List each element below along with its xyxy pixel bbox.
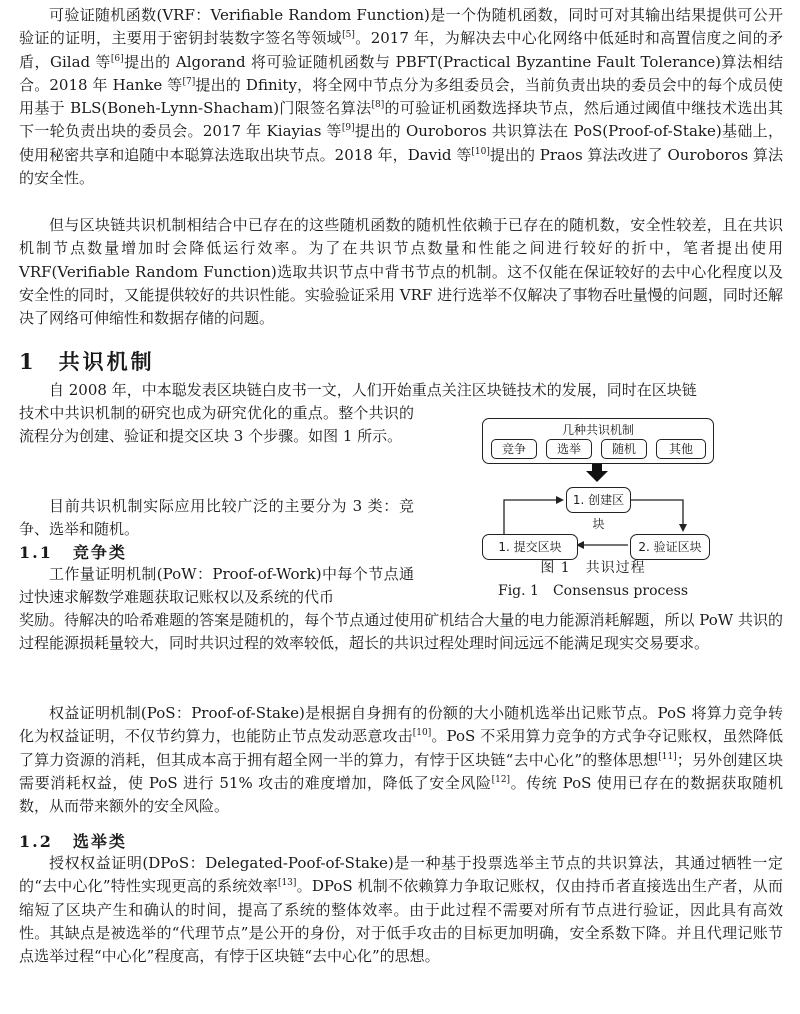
text-run: 。PoS 不采用算力竞争的方式争夺记账权，虽然降低了算力资源的消耗，但其成本高于拥有超全网一半的算力，有悖于区块链“去中心化”的整体思想 — [19, 727, 783, 769]
paragraph-pos — [19, 702, 783, 818]
subsection-heading-1-1 — [19, 540, 127, 563]
citation: [9] — [341, 123, 355, 134]
citation: [11] — [658, 751, 677, 762]
text-run: 权益证明机制(PoS：Proof-of-Stake)是根据自身拥有的份额的大小随机选举出记账节点。PoS 将算力竞争转化为权益证明，不仅节约算力，也能防止节点发动恶意攻击 — [19, 704, 783, 746]
citation: [10] — [471, 146, 490, 157]
step-verify-block: 2. 验证区块 — [630, 534, 710, 560]
citation: [7] — [182, 76, 196, 87]
text-run: ；另外创建区块需要消耗权益，使 PoS 进行 51% 攻击的难度增加，降低了安全风险 — [19, 750, 783, 792]
consensus-types-box — [482, 418, 714, 464]
section-title: 共识机制 — [58, 349, 155, 374]
step-commit-block: 1. 提交区块 — [482, 534, 578, 560]
citation: [12] — [491, 774, 511, 785]
down-arrow-icon — [586, 464, 608, 482]
subsection-title: 选举类 — [72, 832, 127, 851]
subsection-title: 竞争类 — [72, 543, 127, 562]
citation: [8] — [371, 100, 385, 111]
text-run: 可验证随机函数(VRF：Verifiable Random Function)是一个伪随机函数，同时可对其输出结果提供可公开验证的证明，主要用于密钥封装数字签名等领域 — [19, 6, 783, 48]
citation: [13] — [277, 878, 297, 889]
text-run: 。2017 年，为解决去中心化网络中低延时和高置信度之间的矛盾，Gilad 等 — [19, 29, 783, 71]
paragraph-intro-rest: 技术中共识机制的研究也成为研究优化的重点。整个共识的流程分为创建、验证和提交区块 3 个步骤。如图 1 所示。 — [19, 404, 414, 446]
section-number: 1 — [19, 349, 37, 374]
arrow-create-to-verify — [629, 500, 683, 528]
type-chip-election: 选举 — [546, 439, 592, 459]
arrow-commit-to-create — [504, 500, 560, 535]
text-run: 提出的 Ouroboros 共识算法在 PoS(Proof-of-Stake)基础上，使用秘密共享和追随中本聪算法选取出块节点。2018 年，David 等 — [19, 122, 783, 164]
type-chip-competition: 竞争 — [491, 439, 537, 459]
type-chip-random: 随机 — [601, 439, 647, 459]
figure-caption-zh: 图 1 共识过程 — [540, 560, 646, 576]
consensus-types-title: 几种共识机制 — [561, 423, 634, 437]
type-chip-other: 其他 — [656, 439, 706, 459]
paragraph-categories: 目前共识机制实际应用比较广泛的主要分为 3 类：竞争、选举和随机。 — [19, 497, 414, 539]
subsection-number: 1.1 — [19, 543, 53, 562]
paragraph-pow-start: 工作量证明机制(PoW：Proof-of-Work)中每个节点通过快速求解数学难题获取记账权以及系统的代币 — [19, 565, 414, 607]
figure-caption-en: Fig. 1 Consensus process — [497, 583, 689, 599]
citation: [10] — [412, 728, 432, 739]
arrowhead-icon — [679, 524, 687, 532]
paragraph-proposal: 但与区块链共识机制相结合中已存在的这些随机函数的随机性依赖于已存在的随机数，安全性较差，且在共识机制节点数量增加时会降低运行效率。为了在共识节点数量和性能之间进行较好的折中，笔者提出使用 VRF(Verifiable Random Function)选取共识节点中背书节点的机制。这不仅能在保证较好的去中心化程度以及安全性的同时，又能提供较好的共识性能。实验验证采用 VRF 进行选举不仅解决了事物吞吐量慢的问题，同时还解决了网络可伸缩性和数据存储的问题。 — [19, 216, 783, 328]
text-run: 。DPoS 机制不依赖算力争取记账权，仅由持币者直接选出生产者，从而缩短了区块产生和确认的时间，提高了系统的整体效率。由于此过程不需要对所有节点进行验证，因此具有高效性。其缺点是被选举的“代理节点”是公开的身份，对于低手攻击的目标更加明确，安全系数下降。并且代理记账节点选举过程“中心化”程度高，有悖于区块链“去中心化”的思想。 — [19, 877, 783, 966]
subsection-number: 1.2 — [19, 832, 53, 851]
paragraph-pow-rest: 奖励。待解决的哈希难题的答案是随机的，每个节点通过使用矿机结合大量的电力能源消耗解题，所以 PoW 共识的过程能源损耗量较大，同时共识过程的效率较低，超长的共识过程处理时间远远不能满足现实交易要求。 — [19, 611, 783, 653]
text-run: 的可验证机函数选择块节点，然后通过阈值中继技术选出其下一轮负责出块的委员会。2017 年 Kiayias 等 — [19, 99, 783, 141]
subsection-heading-1-2 — [19, 829, 127, 852]
step-create-block: 1. 创建区块 — [566, 487, 631, 513]
paragraph-dpos — [19, 852, 783, 968]
text-run: 提出的 Dfinity，将全网中节点分为多组委员会，当前负责出块的委员会中的每个成员使用基于 BLS(Boneh-Lynn-Shacham)门限签名算法 — [19, 75, 783, 118]
citation: [6] — [110, 53, 124, 64]
text-run: 提出的 Algorand 将可验证随机函数与 PBFT(Practical Byzantine Fault Tolerance)算法相结合。2018 年 Hanke 等 — [19, 52, 784, 94]
paragraph-intro-line: 自 2008 年，中本聪发表区块链白皮书一文，人们开始重点关注区块链技术的发展，同时在区块链 — [49, 381, 697, 399]
section-heading-1 — [19, 346, 155, 376]
text-run: 。传统 PoS 使用已存在的数据获取随机数，从而带来额外的安全风险。 — [19, 773, 783, 816]
citation: [5] — [342, 30, 355, 41]
paragraph-vrf-background — [19, 4, 783, 190]
arrowhead-icon — [556, 496, 564, 504]
text-run: 授权权益证明(DPoS：Delegated-Poof-of-Stake)是一种基于投票选举主节点的共识算法，其通过牺牲一定的“去中心化”特性实现更高的系统效率 — [19, 854, 783, 896]
text-run: 提出的 Praos 算法改进了 Ouroboros 算法的安全性。 — [19, 145, 783, 188]
